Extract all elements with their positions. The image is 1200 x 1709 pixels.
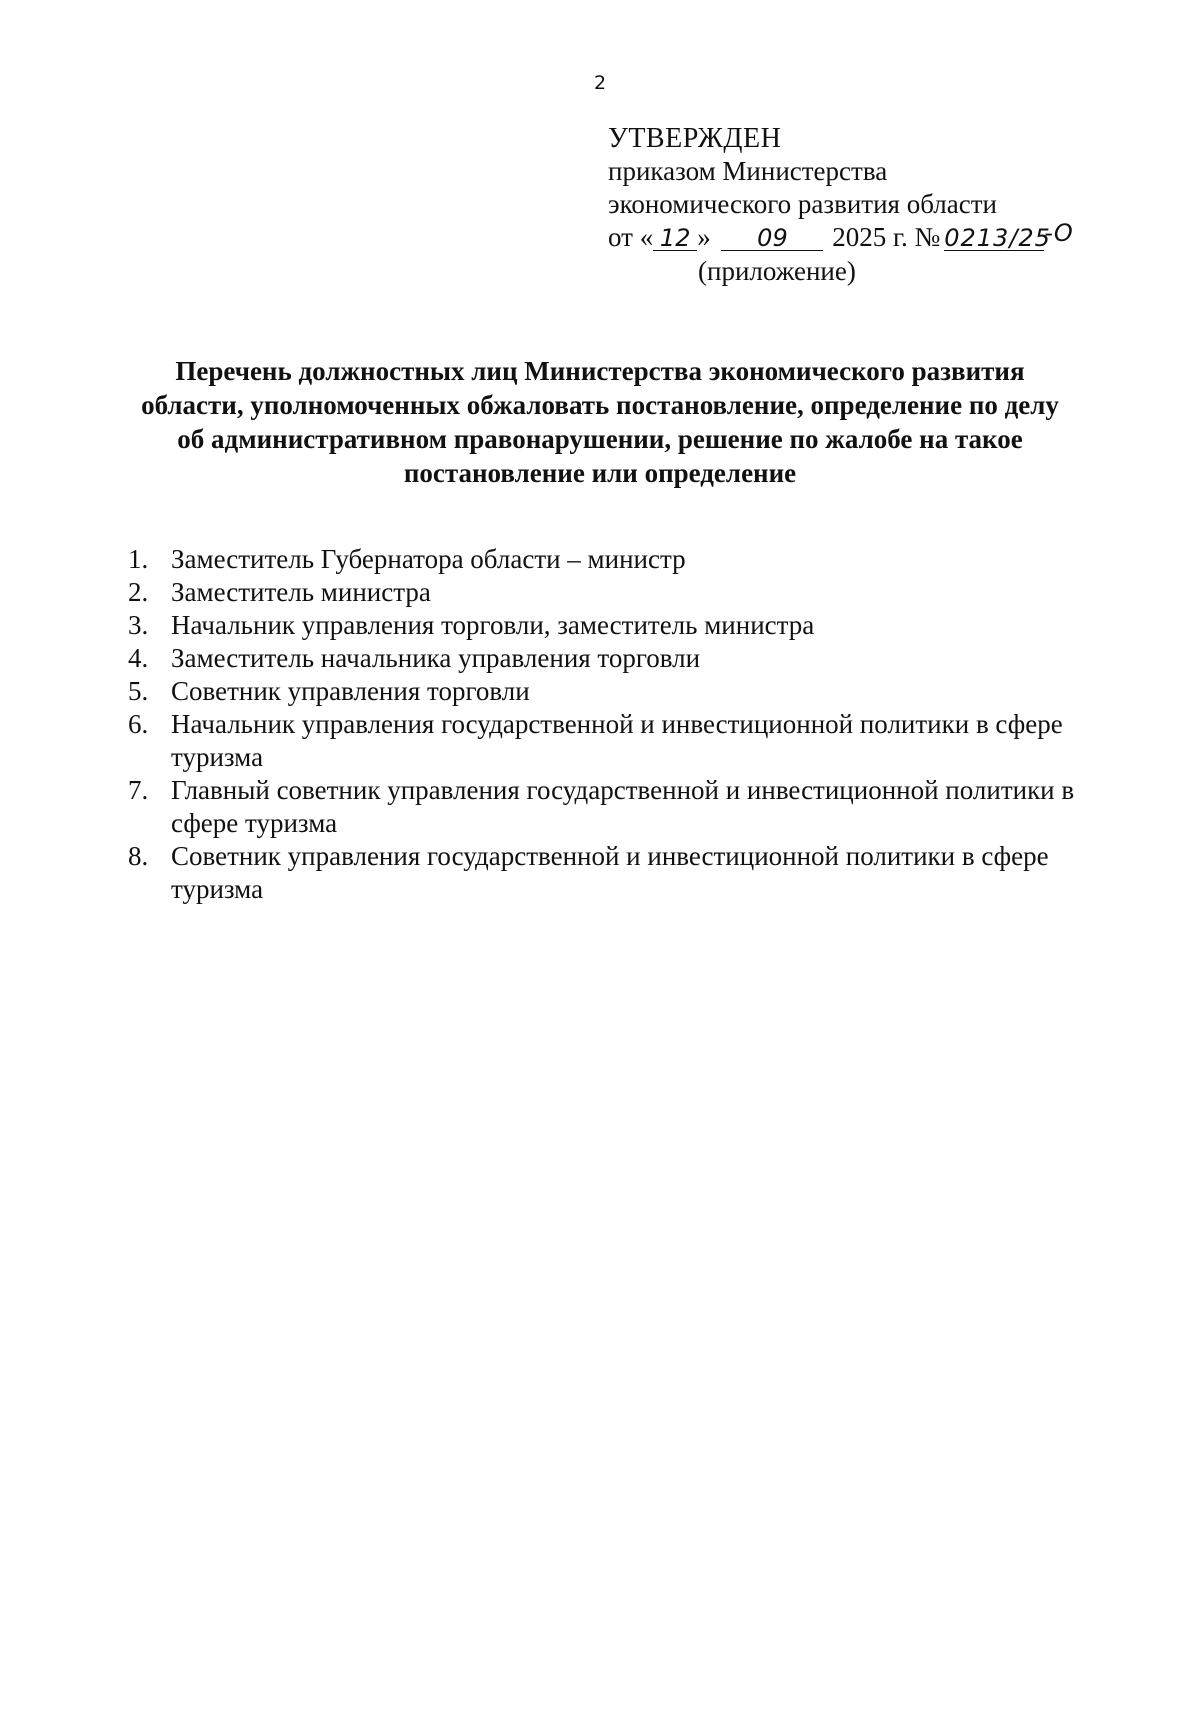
handwritten-order-number: 0213/25 [944,224,1051,252]
handwritten-month: 09 [721,226,823,251]
approval-line-order: приказом Министерства [608,156,888,186]
item-number: 7. [128,775,149,805]
handwritten-order-suffix: -О [1044,219,1074,247]
title-line-4: постановление или определение [403,458,797,488]
item-text: Заместитель министра [171,577,431,607]
item-number: 8. [128,841,149,871]
list-item [128,576,1128,609]
list-item [128,543,1128,576]
list-item [128,675,1128,708]
title-line-3: об административном правонарушении, решение по жалобе на такое [177,424,1023,454]
annex-label: (приложение) [698,256,856,286]
item-text: Начальник управления торговли, заместитель министра [171,610,815,640]
approval-date-line [608,221,1074,255]
item-number: 3. [128,610,149,640]
title-line-2: области, уполномоченных обжаловать постановление, определение по делу [141,390,1059,420]
list-item [128,642,1128,675]
item-text: Советник управления торговли [171,676,530,706]
item-number: 5. [128,676,149,706]
item-text: Советник управления государственной и инвестиционной политики в сфере туризма [171,841,1049,904]
page-number: 2 [593,72,607,94]
item-number: 1. [128,544,149,574]
title-line-1: Перечень должностных лиц Министерства экономического развития [175,356,1025,386]
list-item [128,774,1128,840]
year-text: 2025 г. № [832,222,941,252]
list-item [128,708,1128,774]
item-number: 4. [128,643,149,673]
date-prefix: от « [608,222,654,252]
list-item [128,840,1128,906]
item-text: Начальник управления государственной и инвестиционной политики в сфере туризма [171,709,1063,772]
positions-list [128,543,1128,906]
item-text: Заместитель начальника управления торговли [171,643,701,673]
approval-block [608,122,1074,288]
approval-line-ministry: экономического развития области [608,189,997,219]
item-number: 2. [128,577,149,607]
list-item [128,609,1128,642]
document-title [100,354,1100,490]
date-quote-close: » [697,222,711,252]
approval-heading: УТВЕРЖДЕН [608,123,782,154]
handwritten-day: 12 [653,226,697,251]
item-text: Главный советник управления государственной и инвестиционной политики в сфере туризма [171,775,1075,838]
item-number: 6. [128,709,149,739]
item-text: Заместитель Губернатора области – министр [171,544,686,574]
